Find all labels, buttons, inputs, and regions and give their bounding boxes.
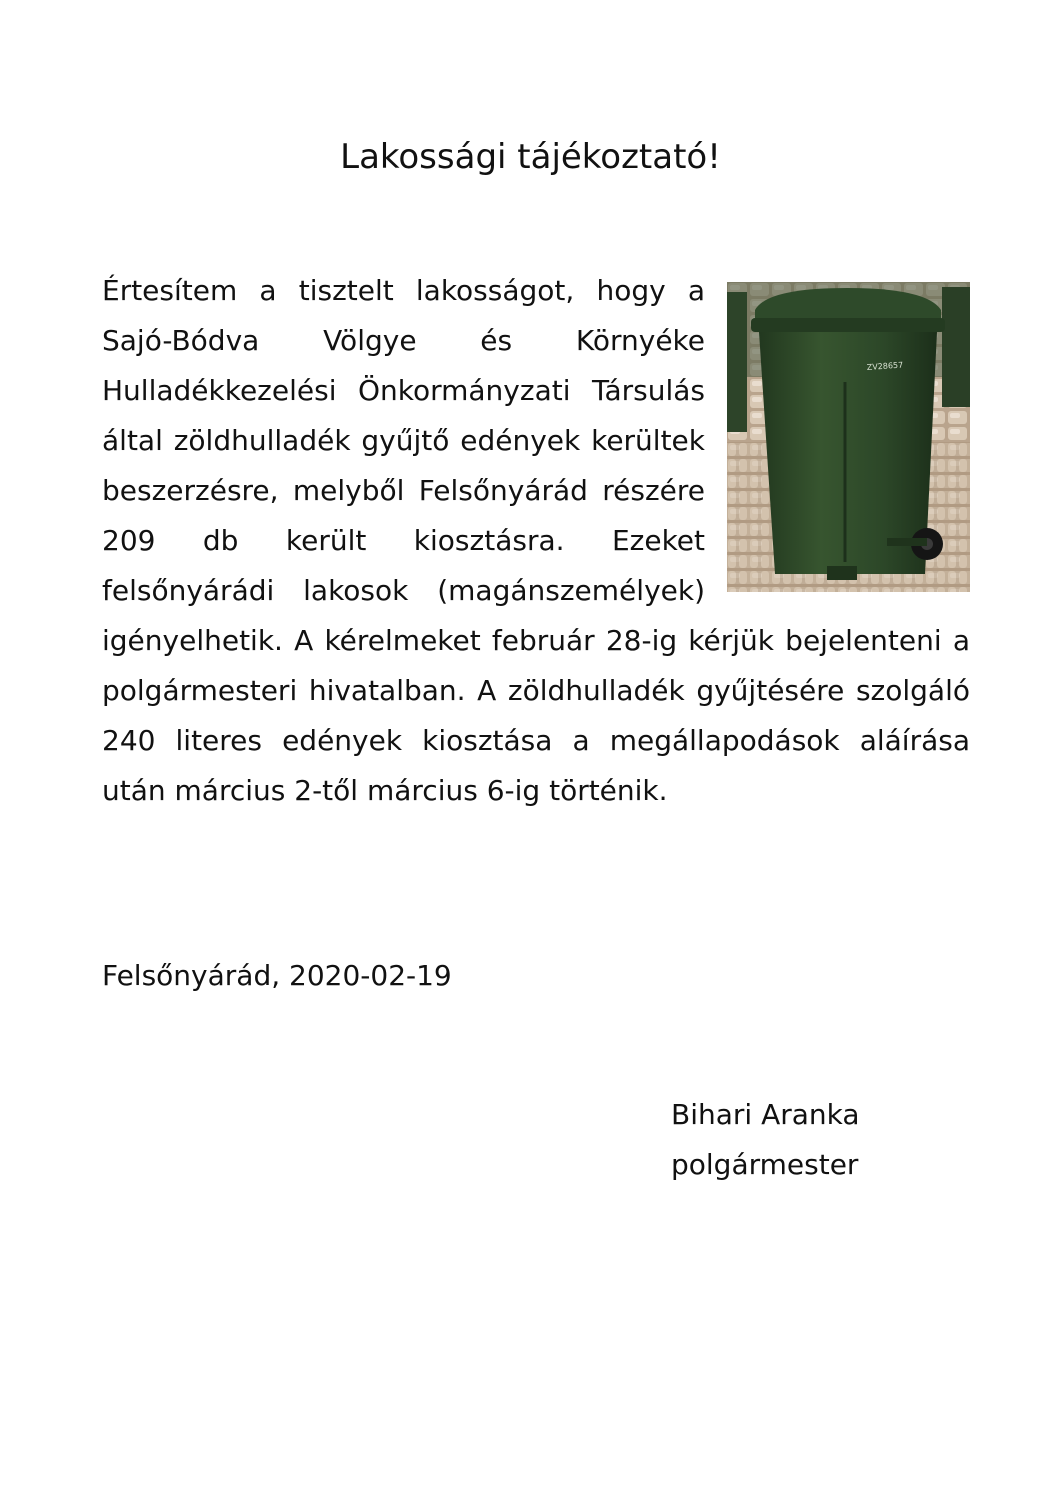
page-title: Lakossági tájékoztató! [340,137,721,177]
signatory-name: Bihari Aranka [671,1098,860,1131]
signature-block [671,1090,860,1190]
place-and-date: Felsőnyárád, 2020-02-19 [102,959,452,992]
signatory-role: polgármester [671,1148,859,1181]
bin-label-text: ZV28657 [866,360,904,372]
green-waste-bin-photo [727,282,970,592]
notice-body [102,266,970,816]
notice-paragraph: Értesítem a tisztelt lakosságot, hogy a Sajó-Bódva Völgye és Környéke Hulladékkezelési Önkormányzati Társulás által zöldhulladék gyűjtő edények kerültek beszerzésre, melyből Felsőnyárád részére 209 db került kiosztásra. Ezeket felsőnyárádi lakosok (magánszemélyek) igényelhetik. A kérelmeket február 28-ig kérjük bejelenteni a polgármesteri hivatalban. A zöldhulladék gyűjtésére szolgáló 240 literes edények kiosztása a megállapodások aláírása után március 2-től március 6-ig történik. [102,274,970,807]
